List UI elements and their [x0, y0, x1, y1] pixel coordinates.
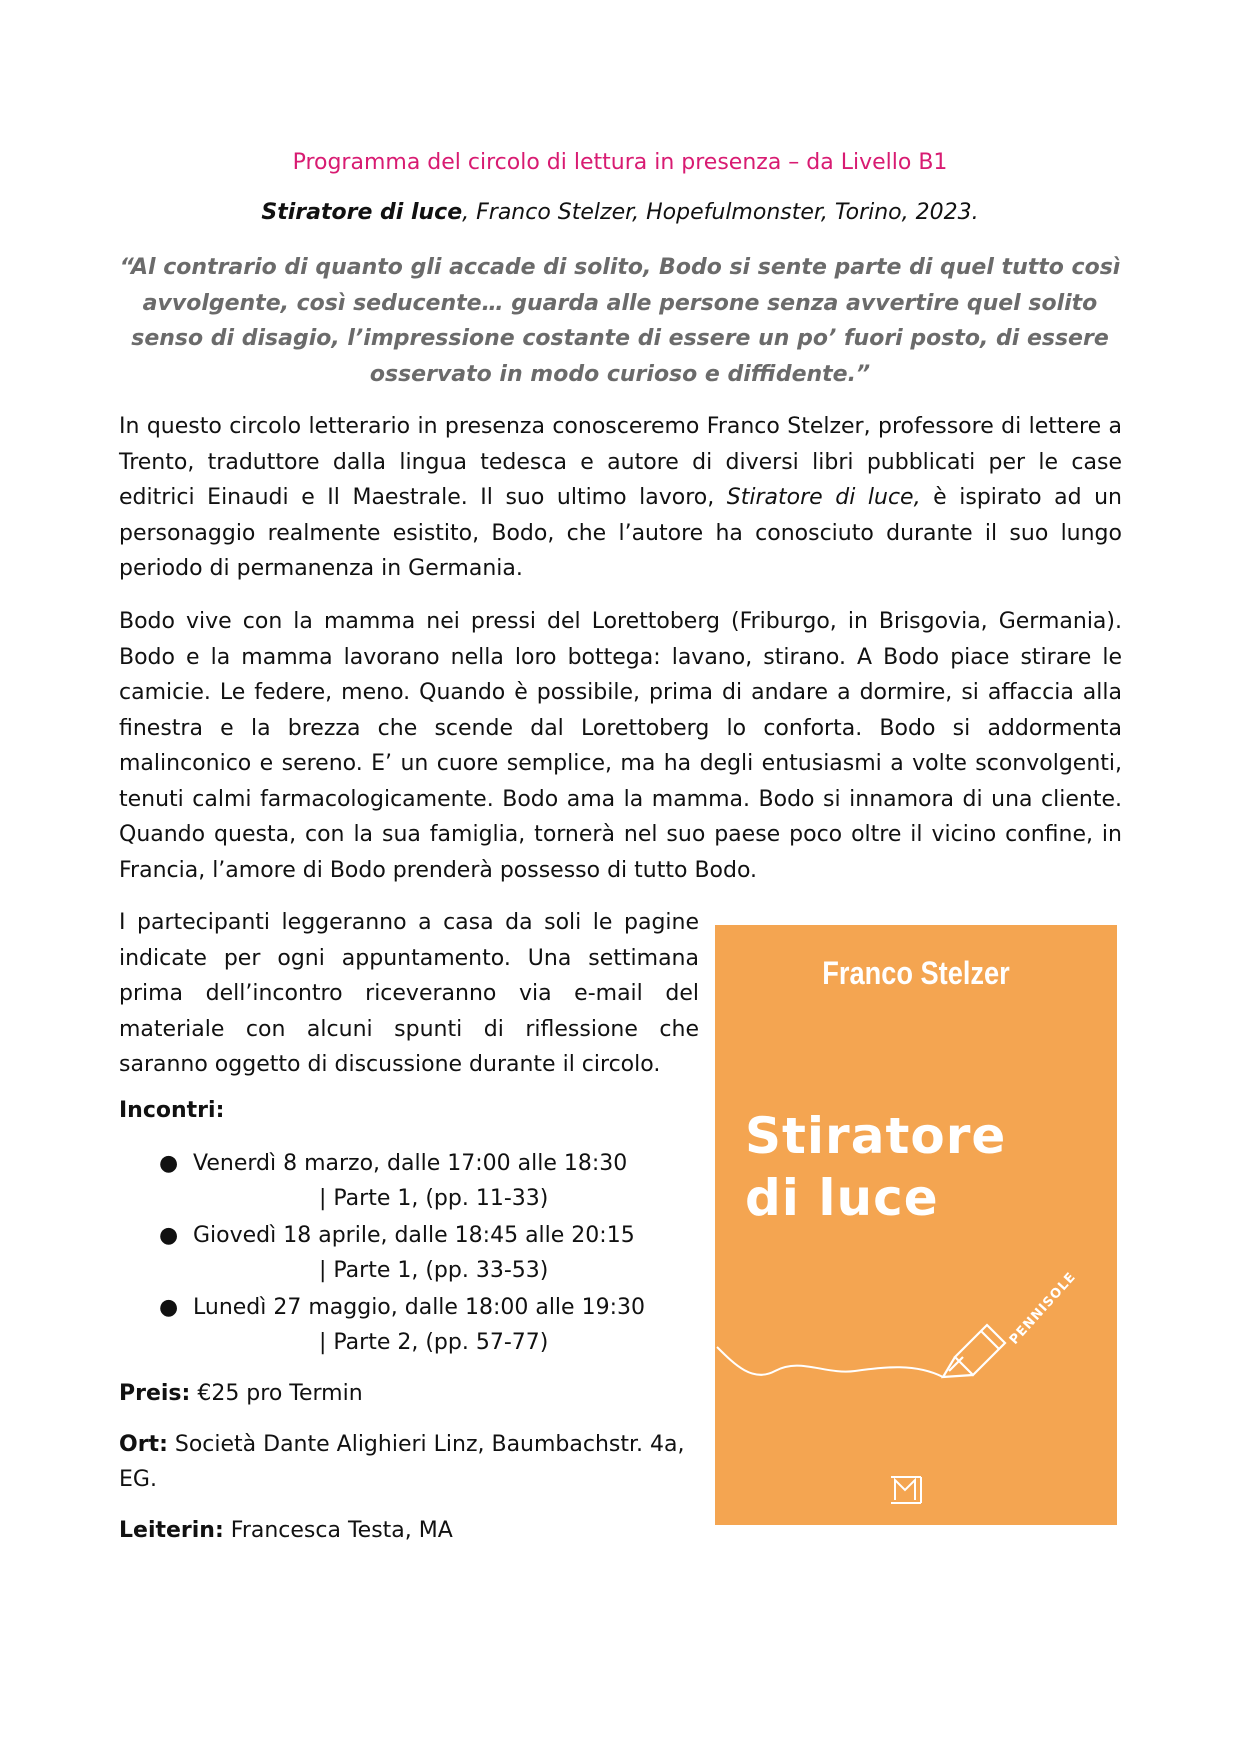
pen-stroke-line	[717, 1347, 943, 1377]
list-item	[119, 1151, 719, 1223]
pen-nib-icon	[943, 1325, 1005, 1377]
book-title: Stiratore di luce	[261, 200, 463, 225]
price-label: Preis:	[119, 1381, 191, 1406]
cover-series: PENNISOLE	[1006, 1269, 1080, 1348]
intro-paragraph	[119, 409, 1122, 587]
meeting-date: Venerdì 8 marzo, dalle 17:00 alle 18:30	[193, 1151, 628, 1176]
meeting-part: | Parte 2, (pp. 57-77)	[319, 1330, 549, 1355]
meeting-date: Lunedì 27 maggio, dalle 18:00 alle 19:30	[193, 1295, 645, 1320]
intro-text-b: è ispirato ad un personaggio realmente esistito, Bodo, che l’autore ha conosciuto durante il suo lungo periodo di permanenza in Germania.	[119, 485, 1122, 581]
leader-label: Leiterin:	[119, 1518, 224, 1543]
place-info	[119, 1427, 699, 1497]
bullet-icon: ●	[159, 1295, 179, 1320]
intro-book-title: Stiratore di luce,	[726, 485, 921, 510]
book-info: , Franco Stelzer, Hopefulmonster, Torino, 2023.	[462, 200, 979, 225]
bullet-icon: ●	[159, 1151, 179, 1176]
meetings-heading: Incontri:	[119, 1098, 225, 1123]
place-label: Ort:	[119, 1432, 168, 1457]
place-value: Società Dante Alighieri Linz, Baumbachstr. 4a, EG.	[119, 1432, 685, 1492]
cover-title-line2: di luce	[745, 1169, 939, 1227]
cover-artwork	[715, 925, 1117, 1525]
bullet-icon: ●	[159, 1223, 179, 1248]
meeting-date: Giovedì 18 aprile, dalle 18:45 alle 20:15	[193, 1223, 635, 1248]
book-quote: “Al contrario di quanto gli accade di solito, Bodo si sente parte di quel tutto così avvolgente, così seducente… guarda alle persone senza avvertire quel solito senso di disagio, l’impressione costante di essere un po’ fuori posto, di essere osservato in modo curioso e diffidente.”	[119, 255, 1121, 387]
leader-info	[119, 1513, 699, 1548]
cover-title-line1: Stiratore	[745, 1107, 1007, 1165]
leader-value: Francesca Testa, MA	[223, 1518, 453, 1543]
book-reference	[120, 200, 1120, 225]
meeting-part: | Parte 1, (pp. 11-33)	[319, 1186, 549, 1211]
meeting-part: | Parte 1, (pp. 33-53)	[319, 1258, 549, 1283]
price-info	[119, 1376, 699, 1411]
plot-paragraph: Bodo vive con la mamma nei pressi del Lorettoberg (Friburgo, in Brisgovia, Germania). Bodo e la mamma lavorano nella loro bottega: lavano, stirano. A Bodo piace stirare le camicie. Le federe, meno. Quando è possibile, prima di andare a dormire, si affaccia alla finestra e la brezza che scende dal Lorettoberg lo conforta. Bodo si addormenta malinconico e sereno. E’ un cuore semplice, ma ha degli entusiasmi a volte sconvolgenti, tenuti calmi farmacologicamente. Bodo ama la mamma. Bodo si innamora di una cliente. Quando questa, con la sua famiglia, tornerà nel suo paese poco oltre il vicino confine, in Francia, l’amore di Bodo prenderà possesso di tutto Bodo.	[119, 609, 1122, 883]
list-item	[119, 1223, 719, 1295]
cover-author: Franco Stelzer	[822, 955, 1010, 991]
page-title: Programma del circolo di lettura in presenza – da Livello B1	[292, 150, 948, 175]
intro-text-a: In questo circolo letterario in presenza conosceremo Franco Stelzer, professore di lettere a Trento, traduttore dalla lingua tedesca e autore di diversi libri pubblicati per le case editrici Einaudi e Il Maestrale. Il suo ultimo lavoro,	[119, 414, 1122, 510]
meetings-list	[119, 1151, 719, 1367]
participants-paragraph: I partecipanti leggeranno a casa da soli le pagine indicate per ogni appuntamento. Una settimana prima dell’incontro riceveranno via e-mail del materiale con alcuni spunti di riflessione che saranno oggetto di discussione durante il circolo.	[119, 910, 699, 1077]
book-cover	[715, 925, 1117, 1525]
publisher-logo-icon	[891, 1477, 921, 1503]
price-value: €25 pro Termin	[190, 1381, 363, 1406]
list-item	[119, 1295, 719, 1367]
